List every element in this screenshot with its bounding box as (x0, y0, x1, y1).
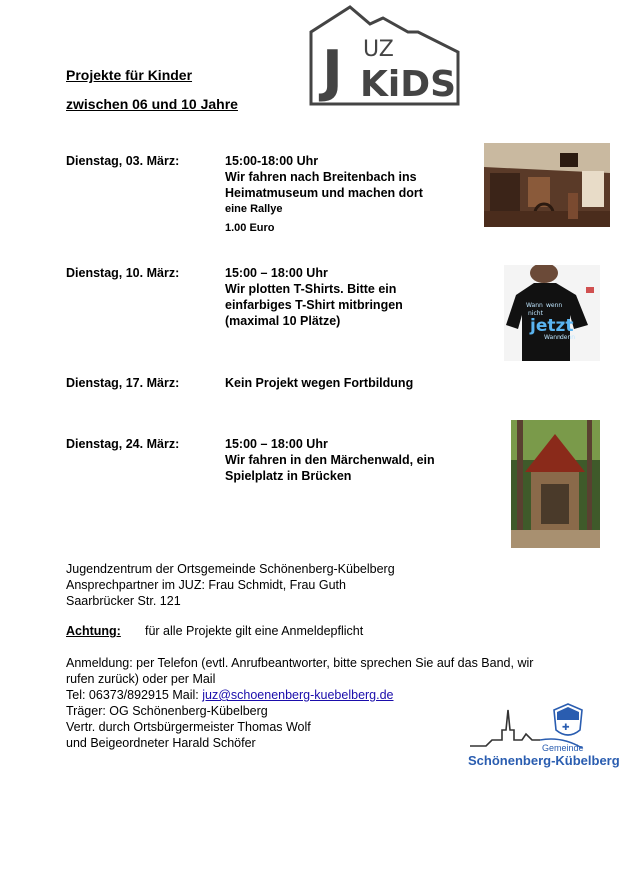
municipal-label: Gemeinde (542, 743, 584, 753)
tshirt-word: wenn (546, 302, 563, 309)
beigeordneter: und Beigeordneter Harald Schöfer (66, 736, 256, 750)
event-details (225, 153, 475, 236)
heading-line2: zwischen 06 und 10 Jahre (66, 96, 238, 112)
juz-kids-logo (308, 4, 468, 108)
event-text-line: einfarbiges T-Shirt mitbringen (225, 298, 403, 312)
notice-text: für alle Projekte gilt eine Anmeldepflicht (145, 624, 364, 638)
event-time: 15:00 – 18:00 Uhr (225, 266, 328, 280)
traeger: Träger: OG Schönenberg-Kübelberg (66, 704, 268, 718)
event-text-line: (maximal 10 Plätze) (225, 314, 341, 328)
event-text-line: eine Rallye (225, 203, 283, 215)
event-text-line: Spielplatz in Brücken (225, 469, 352, 483)
event-date: Dienstag, 03. März: (66, 154, 180, 168)
contact-block (66, 561, 395, 609)
municipal-name: Schönenberg-Kübelberg (468, 753, 620, 768)
heading-line1: Projekte für Kinder (66, 67, 193, 83)
event-text-line: Heimatmuseum und machen dort (225, 186, 423, 200)
tshirt-photo (504, 265, 600, 361)
svg-text:✚: ✚ (562, 723, 570, 733)
registration-line: Anmeldung: per Telefon (evtl. Anrufbeantworter, bitte sprechen Sie auf das Band, wir (66, 656, 534, 670)
logo-j: J (322, 39, 343, 104)
museum-photo (484, 143, 610, 227)
event-time: 15:00 – 18:00 Uhr (225, 437, 328, 451)
event-text-line: Wir plotten T-Shirts. Bitte ein (225, 282, 397, 296)
event-details (225, 436, 485, 484)
fairytale-forest-photo (511, 420, 600, 548)
event-time: 15:00-18:00 Uhr (225, 154, 319, 168)
event-text-line: Kein Projekt wegen Fortbildung (225, 376, 414, 390)
vertreter: Vertr. durch Ortsbürgermeister Thomas Wolf (66, 720, 311, 734)
contact-org: Jugendzentrum der Ortsgemeinde Schönenberg-Kübelberg (66, 562, 395, 576)
tshirt-word: jetzt (530, 316, 574, 336)
event-date: Dienstag, 10. März: (66, 266, 180, 280)
logo-uz: UZ (363, 37, 394, 62)
event-text-line: Wir fahren in den Märchenwald, ein (225, 453, 435, 467)
contact-persons: Ansprechpartner im JUZ: Frau Schmidt, Frau Guth (66, 578, 346, 592)
village-silhouette-icon (462, 700, 610, 752)
event-details (225, 265, 475, 329)
event-text-line: Wir fahren nach Breitenbach ins (225, 170, 417, 184)
municipal-logo (462, 700, 620, 772)
event-date: Dienstag, 24. März: (66, 437, 180, 451)
event-price: 1.00 Euro (225, 222, 275, 234)
contact-address: Saarbrücker Str. 121 (66, 594, 181, 608)
tshirt-word: Wann (526, 302, 543, 309)
logo-kids: KiDS (360, 64, 457, 105)
notice-label: Achtung: (66, 624, 121, 638)
event-date: Dienstag, 17. März: (66, 376, 180, 390)
phone-label: Tel: 06373/892915 Mail: (66, 688, 203, 702)
registration-line: rufen zurück) oder per Mail (66, 672, 216, 686)
email-link[interactable]: juz@schoenenberg-kuebelberg.de (202, 688, 394, 702)
tshirt-word: nicht (528, 310, 543, 317)
tshirt-word: denn (560, 334, 576, 341)
tshirt-word: Wann (544, 334, 561, 341)
